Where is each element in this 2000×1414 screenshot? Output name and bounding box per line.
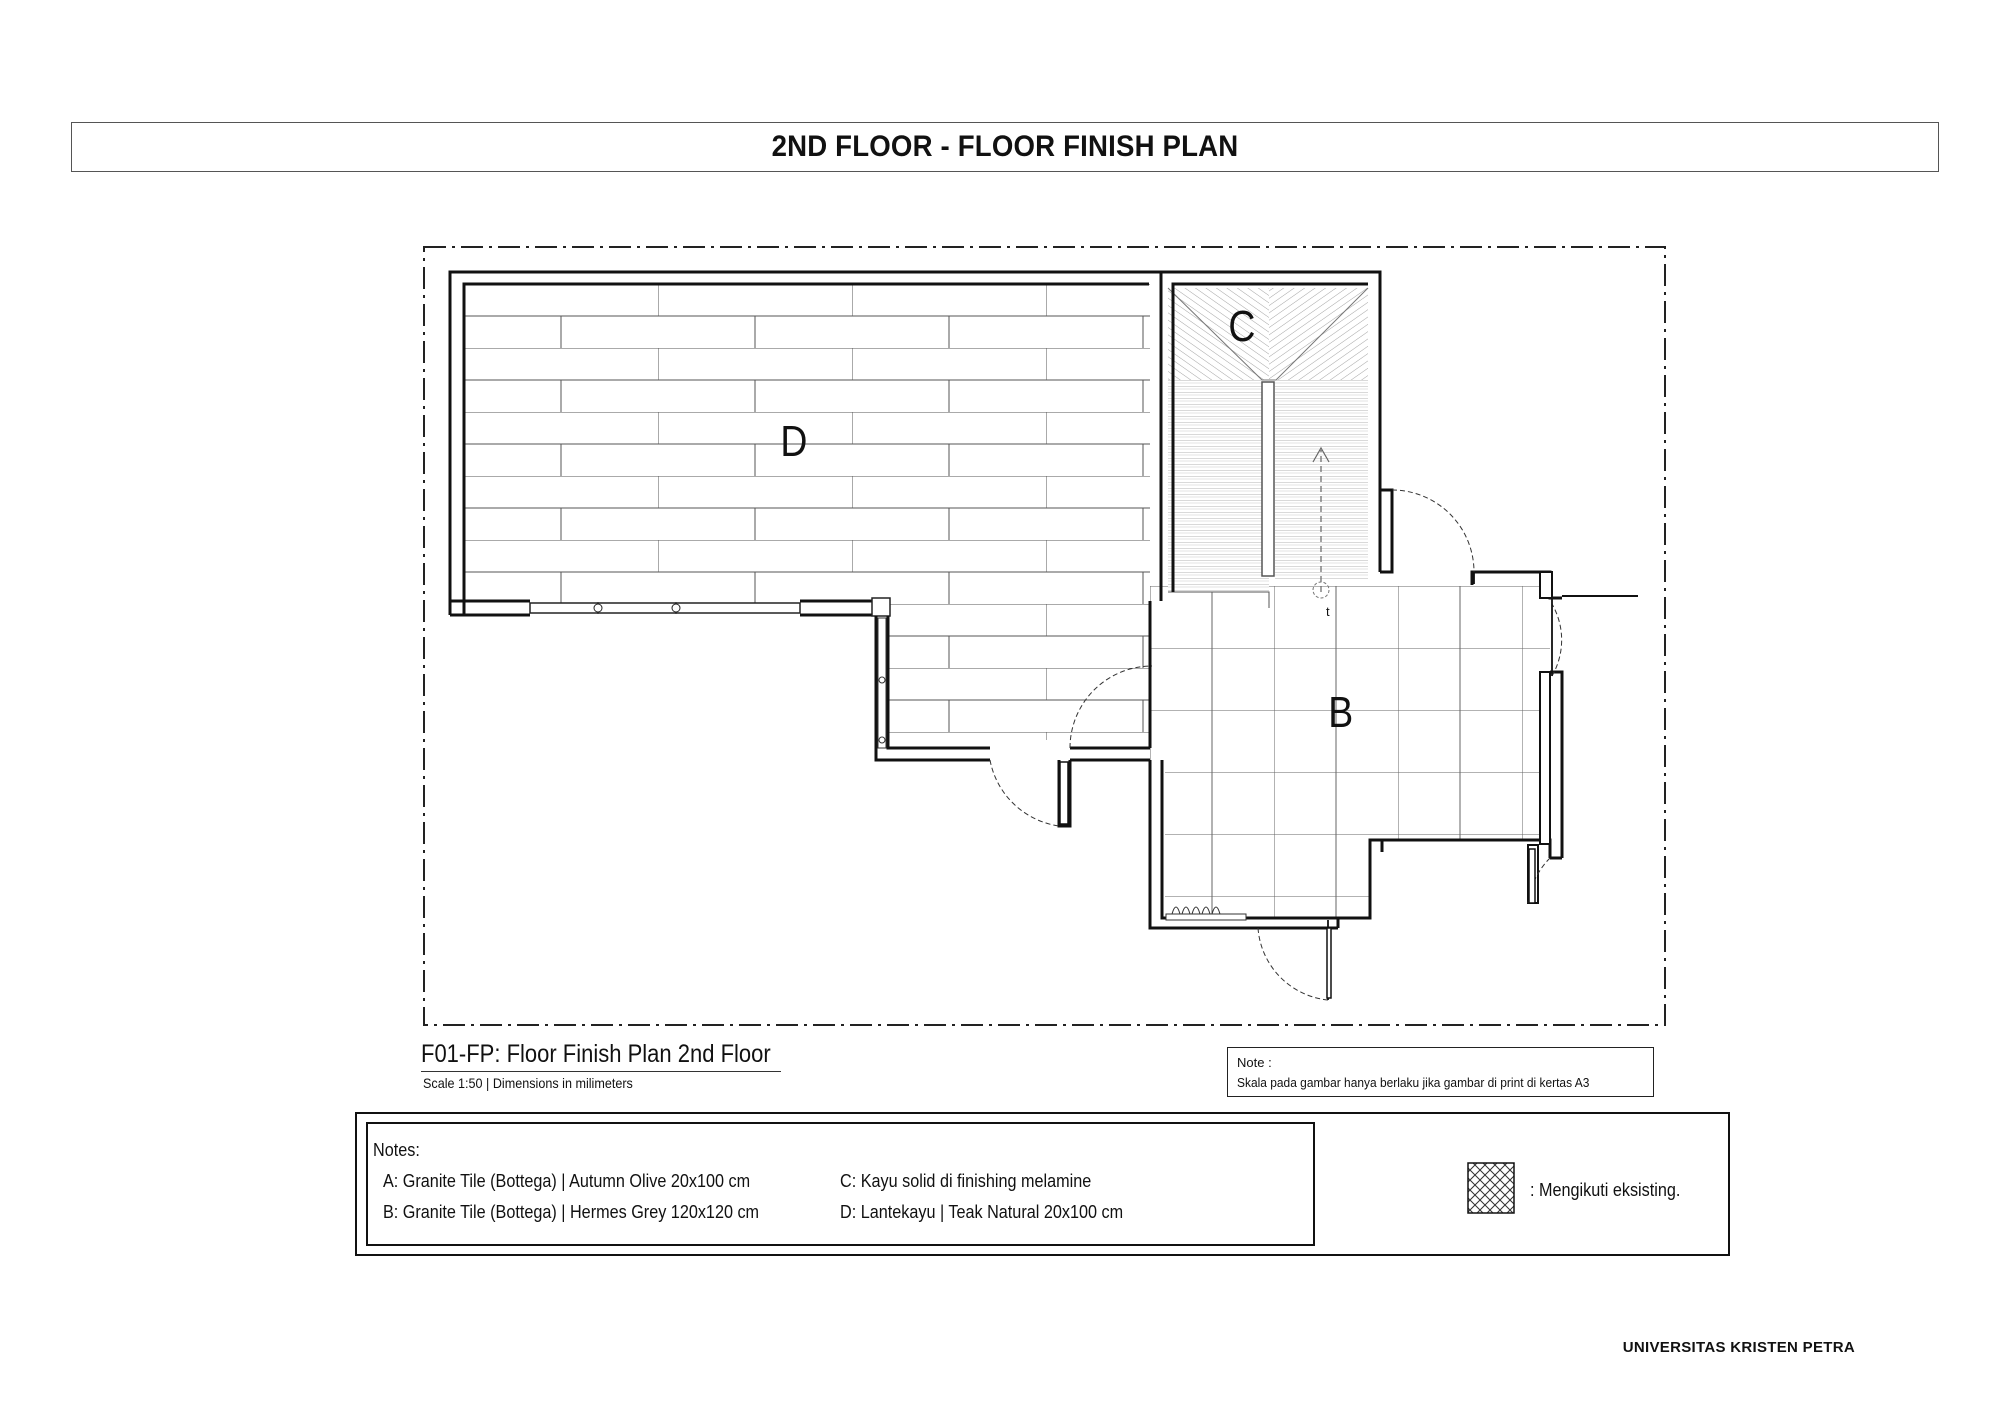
legend-item-a: A: Granite Tile (Bottega) | Autumn Olive 20x100 cm: [383, 1171, 751, 1191]
zone-b-label: B: [1328, 688, 1354, 737]
zone-b-floor: [1150, 586, 1550, 918]
stair-mark: t: [1326, 604, 1330, 619]
legend-item-c: C: Kayu solid di finishing melamine: [840, 1171, 1092, 1191]
zone-d-floor-extension: [886, 604, 1150, 740]
legend-item-d: D: Lantekayu | Teak Natural 20x100 cm: [840, 1202, 1124, 1222]
drawing-title: 2ND FLOOR - FLOOR FINISH PLAN: [771, 130, 1239, 163]
legend-heading: Notes:: [373, 1140, 420, 1160]
caption-underline: [421, 1071, 781, 1072]
drawing-caption: F01-FP: Floor Finish Plan 2nd Floor: [421, 1040, 771, 1068]
hatch-legend-label: : Mengikuti eksisting.: [1530, 1180, 1681, 1200]
legend-item-b: B: Granite Tile (Bottega) | Hermes Grey 120x120 cm: [383, 1202, 760, 1222]
note-text: Skala pada gambar hanya berlaku jika gambar di print di kertas A3: [1237, 1075, 1590, 1090]
institution-footer: UNIVERSITAS KRISTEN PETRA: [1622, 1339, 1855, 1356]
zone-c-stair-run-left: [1168, 380, 1269, 592]
note-heading: Note :: [1237, 1055, 1272, 1070]
drawing-scale-note: Scale 1:50 | Dimensions in milimeters: [423, 1075, 633, 1091]
zone-c-stair-landing-right: [1269, 288, 1368, 380]
zone-d-label: D: [780, 417, 808, 466]
zone-c-label: C: [1228, 302, 1256, 351]
print-note-box: [1227, 1047, 1654, 1097]
